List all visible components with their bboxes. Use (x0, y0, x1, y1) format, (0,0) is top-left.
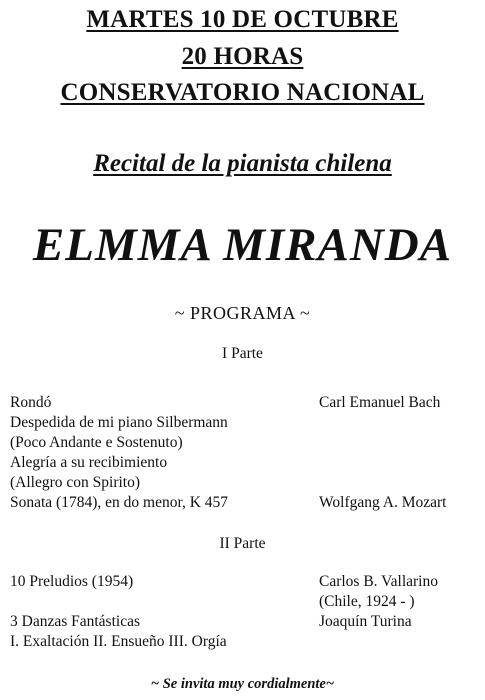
composer-details: (Chile, 1924 - ) (319, 593, 415, 610)
recital-subtitle: Recital de la pianista chilena (93, 150, 392, 177)
composer-name: Joaquín Turina (319, 613, 412, 630)
work-title: Despedida de mi piano Silbermann (10, 414, 228, 431)
work-title: 10 Preludios (1954) (10, 573, 134, 590)
part-one-heading: I Parte (222, 345, 263, 362)
composer-name: Wolfgang A. Mozart (319, 494, 447, 511)
composer-name: Carlos B. Vallarino (319, 573, 438, 590)
work-title: Sonata (1784), en do menor, K 457 (10, 494, 229, 511)
program-heading: ~ PROGRAMA ~ (174, 303, 311, 323)
event-venue: CONSERVATORIO NACIONAL (60, 79, 425, 106)
event-date: MARTES 10 DE OCTUBRE (86, 6, 399, 33)
invitation-footer: ~ Se invita muy cordialmente~ (150, 676, 335, 692)
work-movements: I. Exaltación II. Ensueño III. Orgía (10, 633, 227, 650)
work-tempo: (Poco Andante e Sostenuto) (10, 434, 183, 451)
part-two-heading: II Parte (219, 535, 266, 552)
event-time: 20 HORAS (181, 43, 304, 70)
work-title: Rondó (10, 394, 52, 411)
composer-name: Carl Emanuel Bach (319, 394, 441, 411)
work-tempo: (Allegro con Spirito) (10, 474, 141, 491)
work-title: 3 Danzas Fantásticas (10, 613, 140, 630)
work-title: Alegría a su recibimiento (10, 454, 168, 471)
artist-name: ELMMA MIRANDA (32, 219, 453, 271)
